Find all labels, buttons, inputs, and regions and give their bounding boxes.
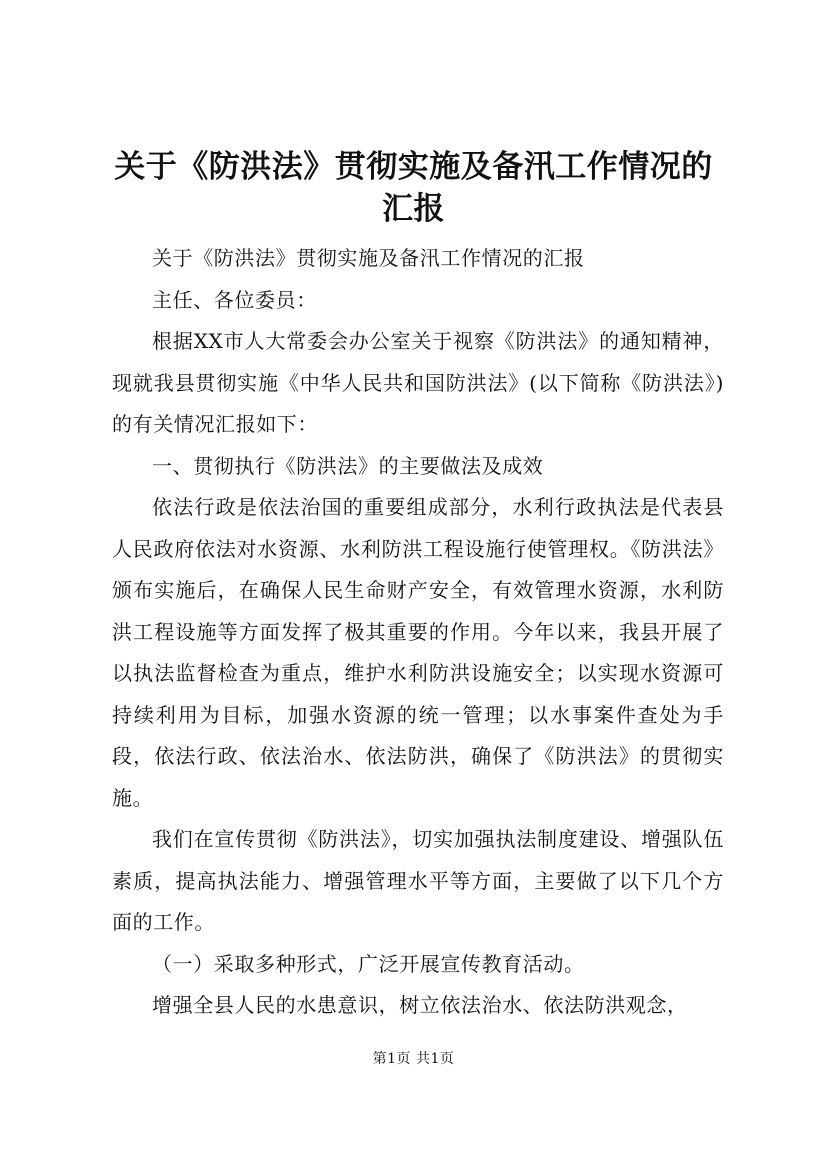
paragraph-body-1: 依法行政是依法治国的重要组成部分，水利行政执法是代表县人民政府依法对水资源、水利防洪工程设施行使管理权。《防洪法》颁布实施后，在确保人民生命财产安全，有效管理水资源，水利防洪工程设施等方面发挥了极其重要的作用。今年以来，我县开展了以执法监督检查为重点，维护水利防洪设施安全；以实现水资源可持续利用为目标，加强水资源的统一管理；以水事案件查处为手段，依法行政、依法治水、依法防洪，确保了《防洪法》的贯彻实施。 xyxy=(112,495,724,810)
paragraph-salutation: 主任、各位委员： xyxy=(152,287,317,312)
page-footer: 第1页 共1页 xyxy=(372,1051,455,1067)
paragraph-intro: 根据XX市人大常委会办公室关于视察《防洪法》的通知精神，现就我县贯彻实施《中华人民共和国防洪法》(以下简称《防洪法》)的有关情况汇报如下： xyxy=(112,329,724,436)
document-title: 关于《防洪法》贯彻实施及备汛工作情况的汇报 xyxy=(114,149,713,227)
subsection-heading-1: （一）采取多种形式，广泛开展宣传教育活动。 xyxy=(152,951,585,976)
document-body xyxy=(112,238,724,1027)
paragraph-subtitle: 关于《防洪法》贯彻实施及备汛工作情况的汇报 xyxy=(152,246,585,270)
paragraph-body-2: 我们在宣传贯彻《防洪法》，切实加强执法制度建设、增强队伍素质，提高执法能力、增强管理水平等方面，主要做了以下几个方面的工作。 xyxy=(112,827,724,934)
paragraph-body-3: 增强全县人民的水患意识，树立依法治水、依法防洪观念， xyxy=(152,993,688,1017)
section-heading-1: 一、贯彻执行《防洪法》的主要做法及成效 xyxy=(152,453,544,478)
